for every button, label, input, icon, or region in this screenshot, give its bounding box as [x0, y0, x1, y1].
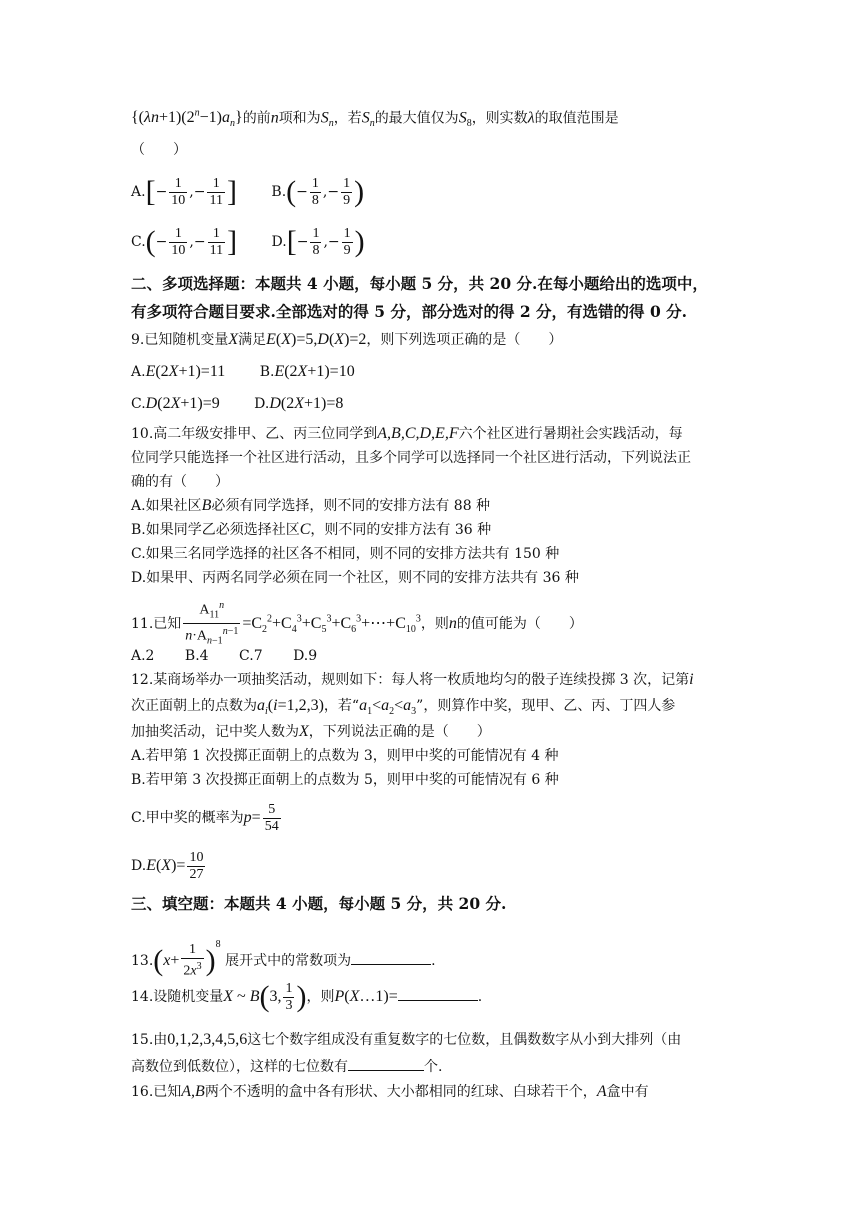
q8-stem: $\{(\lambda n+1)(2^n-1)a_n\}$的前n项和为$S_n$，若$S_n$的最大值仅为$S_8$，则实数λ的取值范围是 [131, 108, 619, 130]
q11-option-c[interactable]: C.7 [239, 648, 263, 664]
q15-stem-line1: 15.由0,1,2,3,4,5,6这七个数字组成没有重复数字的七位数，且偶数数字从小到大排列（由 [131, 1031, 682, 1048]
section2-title-line2: 有多项符合题目要求.全部选对的得 5 分，部分选对的得 2 分，有选错的得 0 分. [131, 302, 688, 321]
q12-option-c[interactable]: C.甲中奖的概率为p= $\frac{5}{54}$ [131, 801, 279, 834]
q8-option-d[interactable]: D.[− $\frac{1}{8}$ ,− $\frac{1}{9}$ ) [271, 225, 365, 258]
q8-text-e: ，则实数 [471, 110, 528, 127]
q10-option-d[interactable]: D.如果甲、丙两名同学必须在同一个社区，则不同的安排方法共有 36 种 [131, 570, 579, 586]
q10-option-b[interactable]: B.如果同学乙必须选择社区C，则不同的安排方法有 36 种 [131, 521, 492, 538]
q11-option-a[interactable]: A.2 [131, 648, 155, 664]
q8-paren: （ ） [131, 142, 187, 158]
q11-option-b[interactable]: B.4 [184, 648, 209, 664]
q8-option-b[interactable]: B.(− $\frac{1}{8}$ ,− $\frac{1}{9}$ ) [271, 175, 365, 208]
q9-stem: 9.已知随机变量X满足E(X)=5,D(X)=2，则下列选项正确的是（ ） [131, 331, 563, 348]
q9-option-b[interactable]: B.E(2X+1)=10 [259, 363, 355, 380]
q11-stem: 11.已知 $\frac{A_{11}^n}{n\cdot A_{n-1}^{n-1}}$ $=C_2^2+C_4^3+C_5^3+C_6^3+\cdots+C_{10}^3$，则n的值可能为（ ） [131, 600, 583, 647]
q10-stem-line2: 位同学只能选择一个社区进行活动，且多个同学可以选择同一个社区进行活动，下列说法正 [131, 450, 691, 466]
q12-option-a[interactable]: A.若甲第 1 次投掷正面朝上的点数为 3，则甲中奖的可能情况有 4 种 [131, 748, 559, 764]
q9-options-ab [131, 362, 741, 382]
q16-stem-line1: 16.已知A,B两个不透明的盒中各有形状、大小都相同的红球、白球若干个，A盒中有 [131, 1083, 649, 1100]
q12-option-b[interactable]: B.若甲第 3 次投掷正面朝上的点数为 5，则甲中奖的可能情况有 6 种 [131, 772, 559, 788]
section3-title: 三、填空题：本题共 4 小题，每小题 5 分，共 20 分. [131, 894, 507, 913]
q15-answer-blank[interactable] [348, 1056, 424, 1071]
q11-option-d[interactable]: D.9 [293, 648, 318, 664]
q8-options-ab [131, 172, 741, 212]
q8-option-c[interactable]: C.(− $\frac{1}{10}$ ,− $\frac{1}{11}$ ] [131, 225, 238, 258]
q9-option-d[interactable]: D.D(2X+1)=8 [254, 395, 344, 412]
q8-text-d: 的最大值仅为 [374, 110, 459, 127]
q8-sequence-expr: $\{(\lambda n+1)(2^n-1)a_n\}$ [131, 108, 243, 130]
q14-stem: 14.设随机变量X ~ B(3, $\frac{1}{3}$ )，则P(X…1)= . [131, 980, 483, 1013]
q12-stem-line2: 次正面朝上的点数为$a_i(i=1,2,3)$，若“$a_1<a_2<a_3$”，则算作中奖，现甲、乙、丙、丁四人参 [131, 697, 676, 718]
q8-options-cd [131, 222, 741, 262]
q8-text-a: 的前 [242, 110, 271, 127]
q10-option-c[interactable]: C.如果三名同学选择的社区各不相同，则不同的安排方法共有 150 种 [131, 546, 560, 562]
q12-stem-line1: 12.某商场举办一项抽奖活动，规则如下：每人将一枚质地均匀的骰子连续投掷 3 次，记第i [131, 671, 694, 688]
section2-title-line1: 二、多项选择题：本题共 4 小题，每小题 5 分，共 20 分.在每小题给出的选项中， [131, 274, 708, 293]
q9-option-c[interactable]: C.D(2X+1)=9 [131, 395, 220, 412]
q10-stem-line3: 确的有（ ） [131, 474, 229, 490]
q8-text-f: 的取值范围是 [534, 110, 619, 127]
q8-option-a[interactable]: A.[− $\frac{1}{10}$ ,− $\frac{1}{11}$ ] [131, 175, 237, 208]
q12-stem-line3: 加抽奖活动，记中奖人数为X，下列说法正确的是（ ） [131, 723, 491, 740]
q11-options [131, 646, 741, 666]
q9-options-cd [131, 394, 741, 414]
q10-option-a[interactable]: A.如果社区B必须有同学选择，则不同的安排方法有 88 种 [131, 497, 491, 514]
q10-stem-line1: 10.高二年级安排甲、乙、丙三位同学到A,B,C,D,E,F六个社区进行暑期社会实践活动，每 [131, 425, 683, 442]
q8-text-c: ，若 [333, 110, 362, 127]
q8-text-b: 项和为 [278, 110, 321, 127]
q12-option-d[interactable]: D.E(X)= $\frac{10}{27}$ [131, 849, 204, 882]
q15-stem-line2: 高数位到低数位），这样的七位数有 个. [131, 1056, 741, 1077]
q14-answer-blank[interactable] [398, 986, 478, 1001]
q13-stem: 13.(x+ $\frac{1}{2x^3}$ )$^8$ 展开式中的常数项为 . [131, 939, 436, 979]
q13-answer-blank[interactable] [351, 950, 431, 965]
q9-option-a[interactable]: A.E(2X+1)=11 [131, 363, 226, 380]
